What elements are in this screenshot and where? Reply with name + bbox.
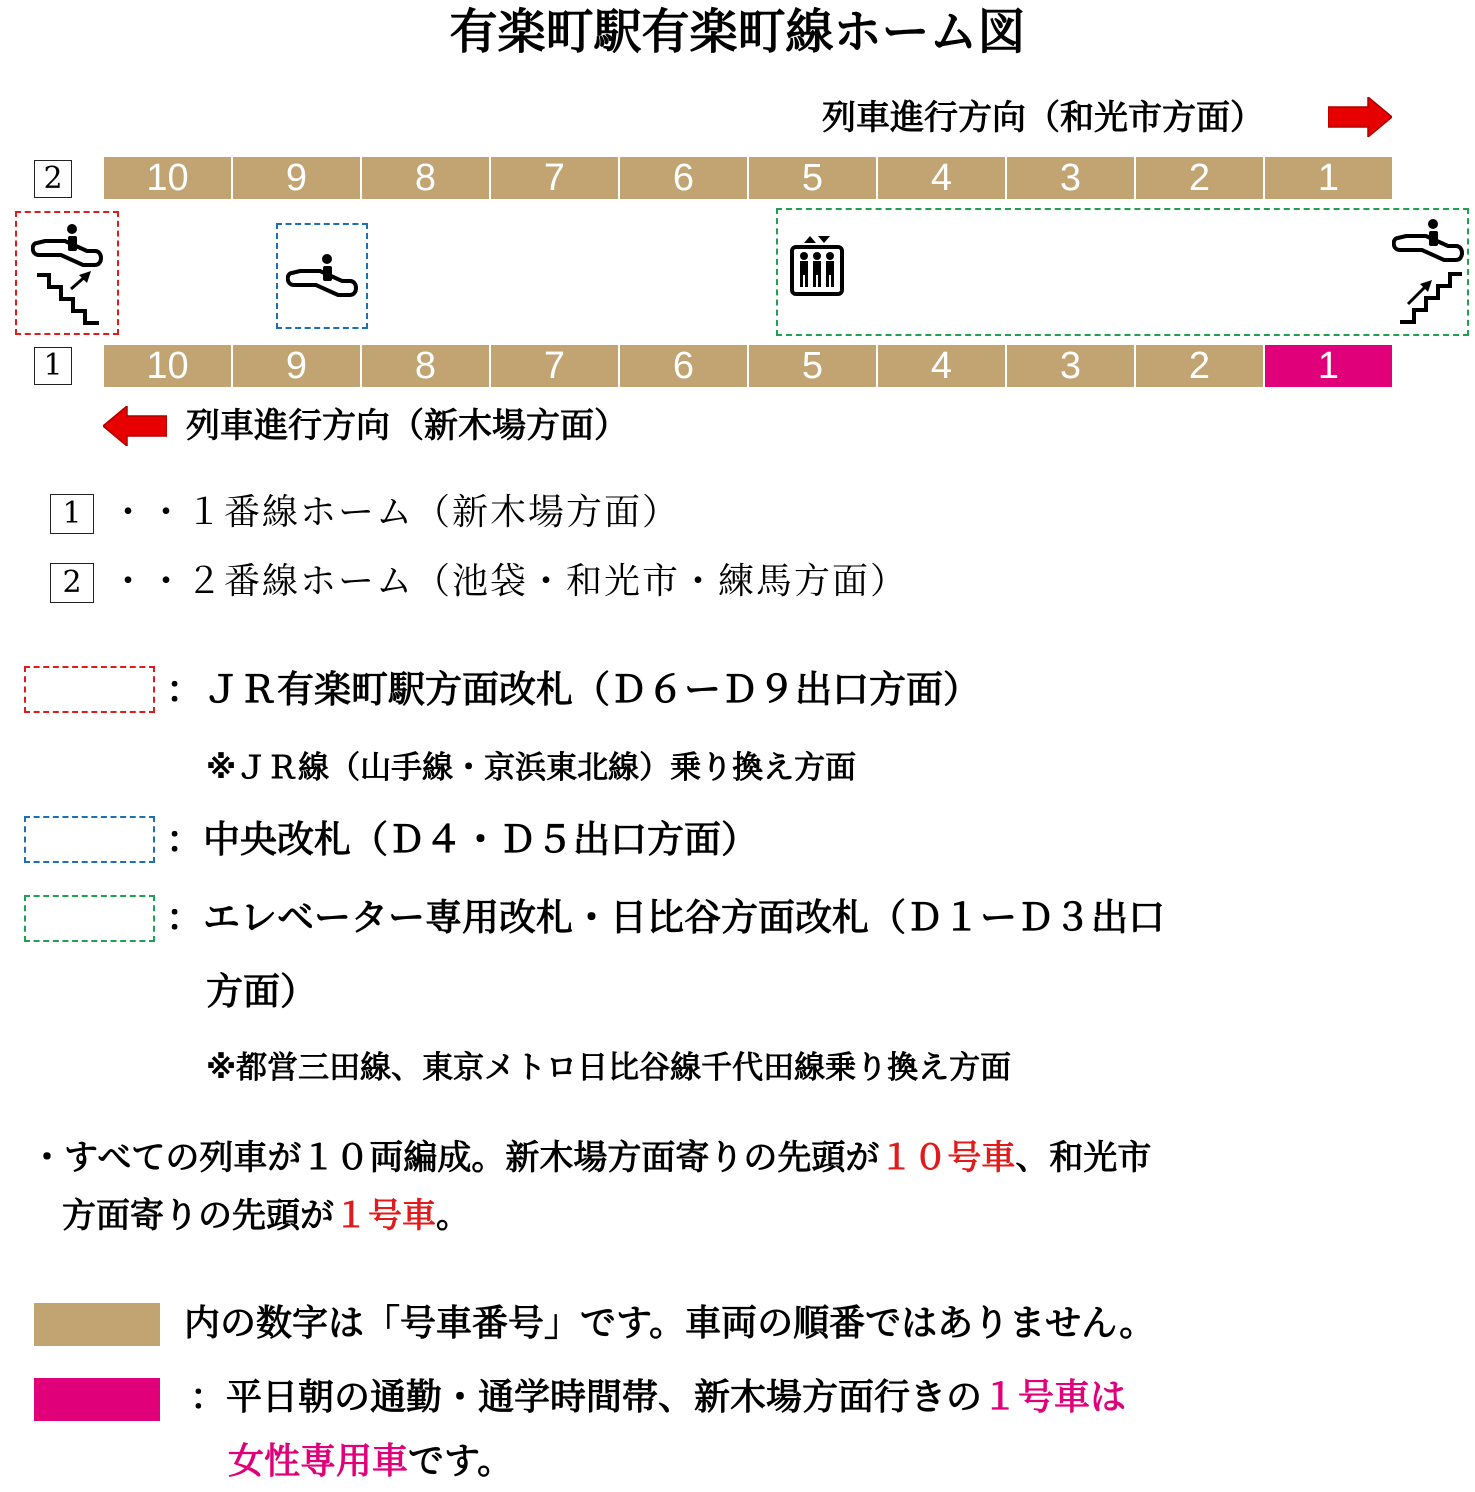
car-number-swatch: [34, 1303, 160, 1346]
legend-red-swatch: [24, 666, 155, 713]
car-row-platform-2: [104, 157, 1392, 199]
women-note-line2: [228, 1440, 513, 1484]
car-5: 5: [749, 345, 876, 387]
car-4: 4: [878, 157, 1005, 199]
women-only-car-label: 女性専用車: [228, 1441, 409, 1482]
car-row-platform-1: [104, 345, 1392, 387]
formation-note-line2: [62, 1194, 470, 1238]
car-8: 8: [362, 157, 489, 199]
page-title: 有楽町駅有楽町線ホーム図: [449, 4, 1026, 60]
car-6: 6: [620, 345, 747, 387]
left-arrow-icon: [103, 406, 167, 446]
car-5: 5: [749, 157, 876, 199]
car-3: 3: [1007, 157, 1134, 199]
formation-note-text: 、和光市: [1015, 1138, 1152, 1178]
women-note-line1: [190, 1376, 1126, 1420]
car-10: 10: [104, 345, 231, 387]
women-car-swatch: [34, 1378, 160, 1421]
car-1-women-only: 1: [1265, 345, 1392, 387]
elevator-icon: [790, 234, 844, 296]
legend-red-sub: ※ＪＲ線（山手線・京浜東北線）乗り換え方面: [206, 750, 857, 786]
right-arrow-icon: [1328, 97, 1392, 137]
car-8: 8: [362, 345, 489, 387]
platform-1-marker: 1: [34, 347, 72, 385]
legend-green-text-1: ：エレベーター専用改札・日比谷方面改札（Ｄ１ーＤ３出口: [166, 896, 1165, 939]
platform-2-legend-text: ・・２番線ホーム（池袋・和光市・練馬方面）: [110, 561, 909, 602]
legend-green-swatch: [24, 895, 155, 942]
escalator-icon: [1392, 216, 1468, 262]
platform-2-marker: 2: [34, 160, 72, 198]
legend-green-sub: ※都営三田線、東京メトロ日比谷線千代田線乗り換え方面: [206, 1050, 1012, 1086]
escalator-icon: [286, 251, 362, 299]
formation-note-text: 方面寄りの先頭が: [62, 1196, 334, 1236]
stairs-up-icon: [1398, 270, 1464, 326]
legend-green-text-2: 方面）: [206, 970, 317, 1013]
platform-2-legend-marker: 2: [50, 563, 94, 603]
direction-bottom-label: 列車進行方向（新木場方面）: [186, 406, 628, 446]
car-9: 9: [233, 345, 360, 387]
direction-top-label: 列車進行方向（和光市方面）: [822, 98, 1264, 138]
platform-1-legend-text: ・・１番線ホーム（新木場方面）: [110, 492, 681, 533]
stairs-up-icon: [35, 271, 101, 327]
car-3: 3: [1007, 345, 1134, 387]
women-note-text: です。: [408, 1441, 514, 1482]
formation-note-text: 。: [436, 1196, 470, 1236]
women-car-highlight: １号車は: [982, 1377, 1127, 1418]
car-10-highlight: １０号車: [879, 1138, 1016, 1178]
car-10: 10: [104, 157, 231, 199]
formation-note-line1: [30, 1136, 1151, 1180]
car-2: 2: [1136, 345, 1263, 387]
car-2: 2: [1136, 157, 1263, 199]
car-7: 7: [491, 345, 618, 387]
legend-blue-text: ：中央改札（Ｄ４・Ｄ５出口方面）: [166, 818, 758, 861]
platform-1-legend-marker: 1: [50, 494, 94, 534]
car-6: 6: [620, 157, 747, 199]
car-1-highlight: １号車: [334, 1196, 436, 1236]
elevator-gate-area: [776, 208, 1469, 336]
car-9: 9: [233, 157, 360, 199]
car-number-note: 内の数字は「号車番号」です。車両の順番ではありません。: [184, 1303, 1156, 1344]
car-1: 1: [1265, 157, 1392, 199]
formation-note-text: ・すべての列車が１０両編成。新木場方面寄りの先頭が: [30, 1138, 880, 1178]
women-note-text: ：平日朝の通勤・通学時間帯、新木場方面行きの: [190, 1377, 983, 1418]
car-4: 4: [878, 345, 1005, 387]
escalator-icon: [31, 221, 107, 267]
car-7: 7: [491, 157, 618, 199]
jr-gate-area: [15, 211, 119, 335]
legend-red-text: ：ＪＲ有楽町駅方面改札（Ｄ６ーＤ９出口方面）: [166, 668, 980, 711]
legend-blue-swatch: [24, 816, 155, 863]
central-gate-area: [276, 223, 368, 329]
